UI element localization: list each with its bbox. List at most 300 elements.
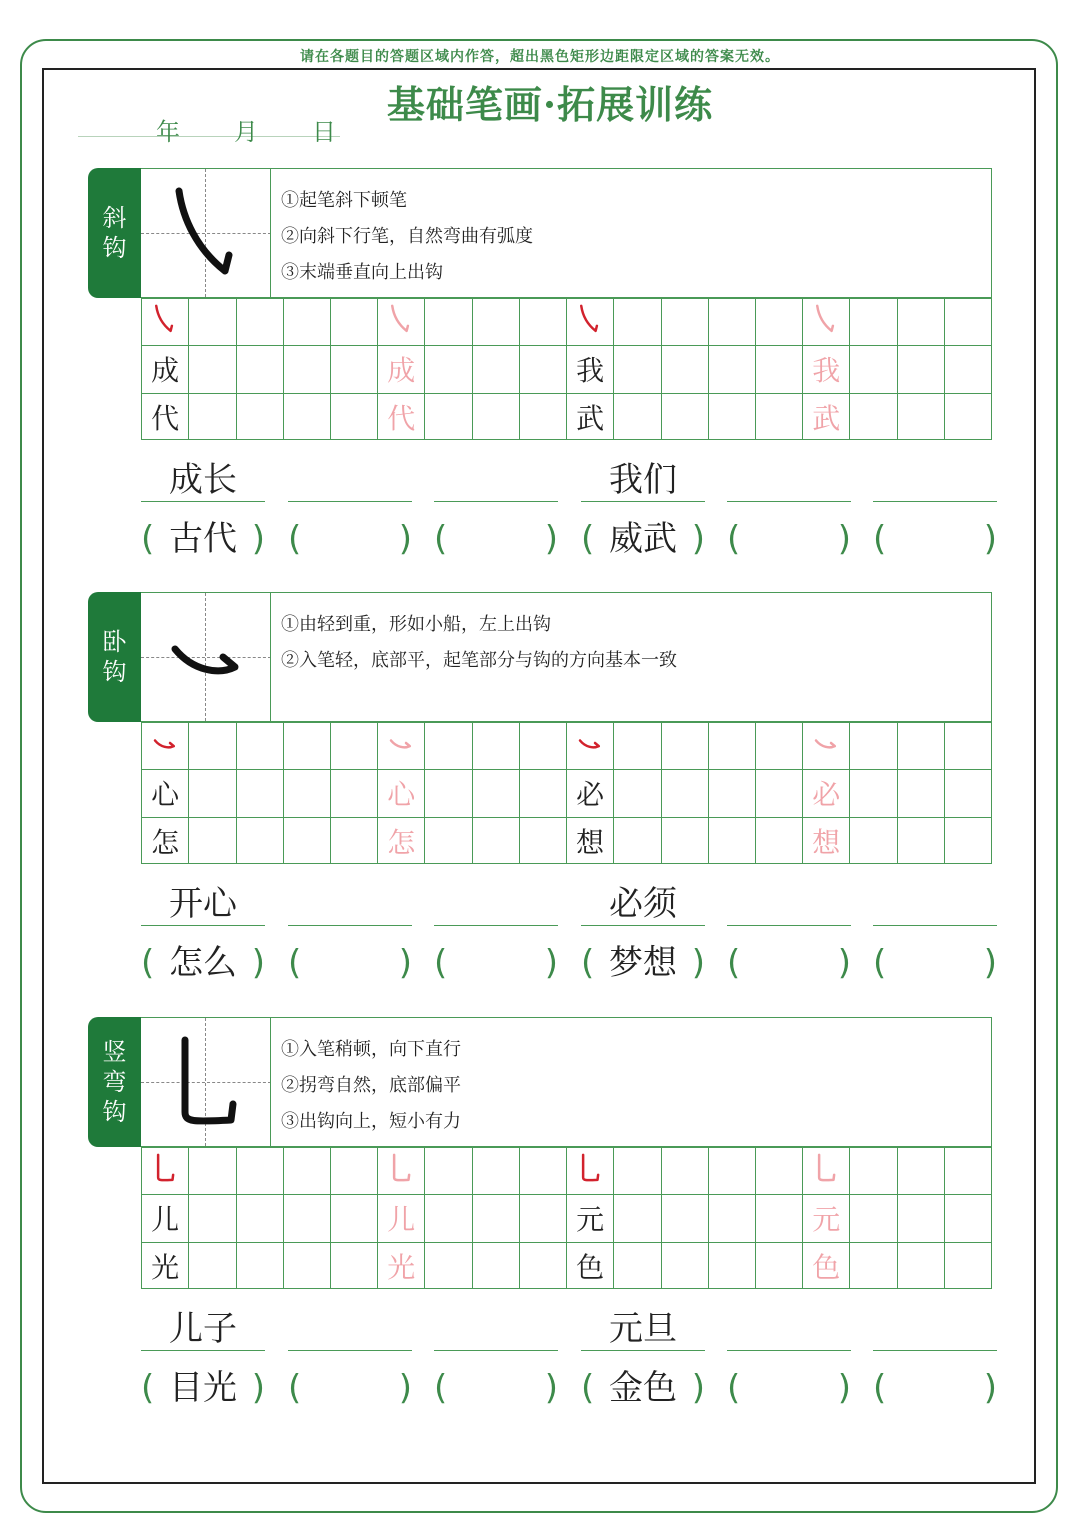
open-paren: ( xyxy=(141,943,155,983)
practice-cell[interactable] xyxy=(189,298,236,345)
practice-cell[interactable] xyxy=(284,817,331,864)
word-write-line[interactable] xyxy=(727,882,851,926)
practice-cell[interactable] xyxy=(473,393,520,440)
practice-cell[interactable] xyxy=(236,817,283,864)
stroke-step: ②向斜下行笔，自然弯曲有弧度 xyxy=(281,226,533,247)
practice-cell[interactable] xyxy=(425,393,472,440)
practice-cell[interactable] xyxy=(898,345,945,392)
trace-character: 我 xyxy=(812,354,841,388)
paren-answer-box[interactable] xyxy=(873,514,997,564)
practice-cell[interactable] xyxy=(945,817,992,864)
practice-cell[interactable] xyxy=(898,298,945,345)
word-write-line[interactable] xyxy=(141,458,265,502)
practice-cell[interactable] xyxy=(756,298,803,345)
practice-cell[interactable] xyxy=(850,298,897,345)
practice-cell[interactable] xyxy=(142,1242,189,1289)
practice-cell[interactable] xyxy=(756,817,803,864)
paren-word: 金色 xyxy=(609,1368,677,1408)
xiegou-stroke-icon xyxy=(811,304,841,341)
practice-grid xyxy=(141,298,992,440)
practice-cell[interactable] xyxy=(803,769,850,816)
word-example: 元旦 xyxy=(609,1309,677,1349)
practice-cell[interactable] xyxy=(425,1242,472,1289)
practice-cell[interactable] xyxy=(236,298,283,345)
stroke-steps xyxy=(270,1017,992,1147)
practice-cell[interactable] xyxy=(850,817,897,864)
xiegou-stroke-icon xyxy=(386,304,416,341)
open-paren: ( xyxy=(141,1368,155,1408)
close-paren: ) xyxy=(983,1368,997,1408)
practice-cell[interactable] xyxy=(284,345,331,392)
practice-cell[interactable] xyxy=(236,393,283,440)
practice-cell[interactable] xyxy=(189,1242,236,1289)
practice-cell[interactable] xyxy=(803,393,850,440)
practice-cell[interactable] xyxy=(473,817,520,864)
paren-answer-box[interactable] xyxy=(581,1363,705,1413)
practice-cell[interactable] xyxy=(945,393,992,440)
trace-character: 成 xyxy=(387,354,416,388)
practice-cell[interactable] xyxy=(520,393,567,440)
paren-answer-box[interactable] xyxy=(727,1363,851,1413)
word-write-line[interactable] xyxy=(141,882,265,926)
practice-cell[interactable] xyxy=(236,345,283,392)
practice-cell[interactable] xyxy=(850,1194,897,1241)
stroke-section xyxy=(0,1017,1080,1441)
xiegou-stroke-icon xyxy=(169,183,245,283)
practice-cell[interactable] xyxy=(803,722,850,769)
shuwangou-stroke-icon xyxy=(169,1032,245,1132)
close-paren: ) xyxy=(691,519,705,559)
practice-cell[interactable] xyxy=(850,345,897,392)
practice-cell[interactable] xyxy=(189,722,236,769)
practice-cell[interactable] xyxy=(378,722,425,769)
stroke-demo-box xyxy=(141,1017,271,1147)
paren-word: 威武 xyxy=(609,519,677,559)
wogou-stroke-icon xyxy=(386,728,416,765)
stroke-step: ②拐弯自然，底部偏平 xyxy=(281,1075,461,1096)
practice-cell[interactable] xyxy=(803,1147,850,1194)
practice-cell[interactable] xyxy=(850,769,897,816)
paren-answer-box[interactable] xyxy=(141,514,265,564)
model-character: 元 xyxy=(576,1203,605,1237)
practice-cell[interactable] xyxy=(756,393,803,440)
model-character: 怎 xyxy=(151,825,180,859)
word-write-line[interactable] xyxy=(873,458,997,502)
practice-cell[interactable] xyxy=(236,722,283,769)
practice-cell[interactable] xyxy=(945,1242,992,1289)
practice-cell[interactable] xyxy=(567,345,614,392)
practice-cell[interactable] xyxy=(284,722,331,769)
practice-cell[interactable] xyxy=(425,1147,472,1194)
practice-cell[interactable] xyxy=(709,722,756,769)
xiegou-stroke-icon xyxy=(575,304,605,341)
open-paren: ( xyxy=(581,943,595,983)
stroke-section xyxy=(0,592,1080,1016)
practice-cell[interactable] xyxy=(945,298,992,345)
practice-cell[interactable] xyxy=(378,769,425,816)
open-paren: ( xyxy=(434,943,448,983)
section-tab-char: 斜 xyxy=(102,204,127,232)
practice-cell[interactable] xyxy=(898,769,945,816)
model-character: 代 xyxy=(151,401,180,435)
open-paren: ( xyxy=(288,943,302,983)
practice-cell[interactable] xyxy=(473,1194,520,1241)
section-tab xyxy=(88,168,141,298)
model-character: 武 xyxy=(576,401,605,435)
word-write-line[interactable] xyxy=(581,458,705,502)
open-paren: ( xyxy=(288,519,302,559)
practice-cell[interactable] xyxy=(189,1194,236,1241)
practice-cell[interactable] xyxy=(709,1194,756,1241)
practice-cell[interactable] xyxy=(709,817,756,864)
practice-cell[interactable] xyxy=(803,817,850,864)
practice-cell[interactable] xyxy=(425,1194,472,1241)
practice-cell[interactable] xyxy=(331,722,378,769)
stroke-section xyxy=(0,168,1080,592)
close-paren: ) xyxy=(398,1368,412,1408)
practice-cell[interactable] xyxy=(567,393,614,440)
practice-cell[interactable] xyxy=(284,1194,331,1241)
paren-answer-box[interactable] xyxy=(288,938,412,988)
practice-cell[interactable] xyxy=(284,1242,331,1289)
paren-answer-box[interactable] xyxy=(434,1363,558,1413)
practice-cell[interactable] xyxy=(331,1147,378,1194)
close-paren: ) xyxy=(398,519,412,559)
practice-cell[interactable] xyxy=(803,298,850,345)
stroke-demo-box xyxy=(141,592,271,722)
shuwangou-stroke-icon xyxy=(386,1153,416,1190)
practice-cell[interactable] xyxy=(189,345,236,392)
practice-cell[interactable] xyxy=(567,298,614,345)
practice-cell[interactable] xyxy=(425,298,472,345)
paren-answer-box[interactable] xyxy=(581,938,705,988)
practice-cell[interactable] xyxy=(142,1147,189,1194)
paren-answer-box[interactable] xyxy=(141,938,265,988)
practice-cell[interactable] xyxy=(284,298,331,345)
practice-cell[interactable] xyxy=(945,345,992,392)
practice-cell[interactable] xyxy=(850,722,897,769)
close-paren: ) xyxy=(837,519,851,559)
practice-cell[interactable] xyxy=(661,722,708,769)
practice-cell[interactable] xyxy=(378,393,425,440)
trace-character: 光 xyxy=(387,1250,416,1284)
close-paren: ) xyxy=(691,943,705,983)
practice-cell[interactable] xyxy=(850,393,897,440)
close-paren: ) xyxy=(251,943,265,983)
stroke-step: ①由轻到重，形如小船，左上出钩 xyxy=(281,614,551,635)
practice-cell[interactable] xyxy=(142,393,189,440)
date-line xyxy=(78,136,340,137)
stroke-step: ①入笔稍顿，向下直行 xyxy=(281,1039,461,1060)
word-write-line[interactable] xyxy=(581,1307,705,1351)
model-character: 儿 xyxy=(151,1203,180,1237)
practice-cell[interactable] xyxy=(614,769,661,816)
close-paren: ) xyxy=(544,519,558,559)
practice-cell[interactable] xyxy=(614,1242,661,1289)
practice-cell[interactable] xyxy=(898,1194,945,1241)
practice-cell[interactable] xyxy=(661,817,708,864)
practice-cell[interactable] xyxy=(331,393,378,440)
practice-cell[interactable] xyxy=(661,393,708,440)
trace-character: 心 xyxy=(387,778,416,812)
practice-cell[interactable] xyxy=(945,769,992,816)
stroke-steps xyxy=(270,168,992,298)
practice-cell[interactable] xyxy=(614,817,661,864)
practice-cell[interactable] xyxy=(378,298,425,345)
practice-cell[interactable] xyxy=(473,345,520,392)
shuwangou-stroke-icon xyxy=(575,1153,605,1190)
practice-cell[interactable] xyxy=(378,1147,425,1194)
practice-cell[interactable] xyxy=(803,1242,850,1289)
practice-cell[interactable] xyxy=(898,817,945,864)
close-paren: ) xyxy=(251,519,265,559)
trace-character: 代 xyxy=(387,401,416,435)
practice-cell[interactable] xyxy=(803,345,850,392)
word-write-line[interactable] xyxy=(288,458,412,502)
practice-cell[interactable] xyxy=(425,769,472,816)
practice-cell[interactable] xyxy=(898,393,945,440)
practice-cell[interactable] xyxy=(520,345,567,392)
paren-answer-box[interactable] xyxy=(727,938,851,988)
model-character: 光 xyxy=(151,1250,180,1284)
practice-cell[interactable] xyxy=(378,1242,425,1289)
word-write-line[interactable] xyxy=(581,882,705,926)
model-character: 想 xyxy=(576,825,605,859)
word-write-line[interactable] xyxy=(727,458,851,502)
date-year-label: 年 xyxy=(156,118,180,146)
close-paren: ) xyxy=(983,943,997,983)
paren-word: 怎么 xyxy=(169,943,237,983)
practice-cell[interactable] xyxy=(520,1147,567,1194)
open-paren: ( xyxy=(288,1368,302,1408)
practice-grid xyxy=(141,722,992,864)
practice-grid xyxy=(141,1147,992,1289)
practice-cell[interactable] xyxy=(520,1242,567,1289)
practice-cell[interactable] xyxy=(236,1242,283,1289)
open-paren: ( xyxy=(727,519,741,559)
practice-cell[interactable] xyxy=(331,1242,378,1289)
practice-cell[interactable] xyxy=(898,1242,945,1289)
paren-word: 目光 xyxy=(169,1368,237,1408)
practice-cell[interactable] xyxy=(756,769,803,816)
practice-cell[interactable] xyxy=(331,298,378,345)
model-character: 成 xyxy=(151,354,180,388)
practice-cell[interactable] xyxy=(709,345,756,392)
paren-answer-box[interactable] xyxy=(434,514,558,564)
practice-cell[interactable] xyxy=(945,722,992,769)
practice-cell[interactable] xyxy=(898,1147,945,1194)
practice-cell[interactable] xyxy=(425,817,472,864)
paren-answer-box[interactable] xyxy=(727,514,851,564)
paren-answer-box[interactable] xyxy=(288,1363,412,1413)
practice-cell[interactable] xyxy=(709,298,756,345)
practice-cell[interactable] xyxy=(520,817,567,864)
shuwangou-stroke-icon xyxy=(811,1153,841,1190)
word-write-line[interactable] xyxy=(873,1307,997,1351)
model-character: 色 xyxy=(576,1250,605,1284)
practice-cell[interactable] xyxy=(142,298,189,345)
practice-cell[interactable] xyxy=(945,1194,992,1241)
practice-cell[interactable] xyxy=(945,1147,992,1194)
practice-cell[interactable] xyxy=(661,1194,708,1241)
open-paren: ( xyxy=(727,1368,741,1408)
practice-cell[interactable] xyxy=(236,1194,283,1241)
practice-cell[interactable] xyxy=(520,769,567,816)
date-month-label: 月 xyxy=(234,118,258,146)
practice-cell[interactable] xyxy=(567,1147,614,1194)
practice-cell[interactable] xyxy=(756,345,803,392)
practice-cell[interactable] xyxy=(709,393,756,440)
practice-cell[interactable] xyxy=(331,769,378,816)
practice-cell[interactable] xyxy=(803,1194,850,1241)
practice-cell[interactable] xyxy=(284,1147,331,1194)
practice-cell[interactable] xyxy=(189,769,236,816)
practice-cell[interactable] xyxy=(614,1147,661,1194)
practice-cell[interactable] xyxy=(850,1242,897,1289)
practice-cell[interactable] xyxy=(567,1242,614,1289)
practice-cell[interactable] xyxy=(473,298,520,345)
open-paren: ( xyxy=(434,519,448,559)
practice-cell[interactable] xyxy=(520,298,567,345)
trace-character: 想 xyxy=(812,825,841,859)
open-paren: ( xyxy=(873,1368,887,1408)
section-tab-char: 竖 xyxy=(102,1038,127,1066)
practice-cell[interactable] xyxy=(567,817,614,864)
word-example: 我们 xyxy=(609,460,677,500)
practice-cell[interactable] xyxy=(614,345,661,392)
practice-cell[interactable] xyxy=(709,769,756,816)
practice-cell[interactable] xyxy=(331,817,378,864)
practice-cell[interactable] xyxy=(661,1242,708,1289)
paren-answer-box[interactable] xyxy=(434,938,558,988)
practice-cell[interactable] xyxy=(661,298,708,345)
practice-cell[interactable] xyxy=(378,817,425,864)
practice-cell[interactable] xyxy=(473,1242,520,1289)
stroke-steps xyxy=(270,592,992,722)
model-character: 必 xyxy=(576,778,605,812)
practice-cell[interactable] xyxy=(284,769,331,816)
word-write-line[interactable] xyxy=(873,882,997,926)
practice-cell[interactable] xyxy=(614,393,661,440)
stroke-demo-box xyxy=(141,168,271,298)
close-paren: ) xyxy=(544,943,558,983)
stroke-step: ①起笔斜下顿笔 xyxy=(281,190,407,211)
word-write-line[interactable] xyxy=(434,1307,558,1351)
practice-cell[interactable] xyxy=(898,722,945,769)
paren-answer-box[interactable] xyxy=(141,1363,265,1413)
open-paren: ( xyxy=(581,1368,595,1408)
close-paren: ) xyxy=(837,1368,851,1408)
close-paren: ) xyxy=(398,943,412,983)
practice-cell[interactable] xyxy=(520,1194,567,1241)
practice-cell[interactable] xyxy=(567,1194,614,1241)
shuwangou-stroke-icon xyxy=(150,1153,180,1190)
practice-cell[interactable] xyxy=(236,769,283,816)
section-tab-char: 卧 xyxy=(102,628,127,656)
practice-cell[interactable] xyxy=(756,1147,803,1194)
practice-cell[interactable] xyxy=(756,1242,803,1289)
paren-word: 梦想 xyxy=(609,943,677,983)
practice-cell[interactable] xyxy=(614,1194,661,1241)
practice-cell[interactable] xyxy=(756,1194,803,1241)
practice-cell[interactable] xyxy=(189,1147,236,1194)
paren-answer-box[interactable] xyxy=(288,514,412,564)
close-paren: ) xyxy=(837,943,851,983)
section-tab-char: 钩 xyxy=(102,658,127,686)
open-paren: ( xyxy=(873,943,887,983)
practice-cell[interactable] xyxy=(520,722,567,769)
word-write-line[interactable] xyxy=(727,1307,851,1351)
practice-cell[interactable] xyxy=(189,393,236,440)
paren-answer-box[interactable] xyxy=(873,938,997,988)
section-tab-char: 钩 xyxy=(102,1098,127,1126)
practice-cell[interactable] xyxy=(709,1242,756,1289)
practice-cell[interactable] xyxy=(236,1147,283,1194)
practice-cell[interactable] xyxy=(142,769,189,816)
practice-cell[interactable] xyxy=(331,345,378,392)
practice-cell[interactable] xyxy=(378,345,425,392)
practice-cell[interactable] xyxy=(614,298,661,345)
practice-cell[interactable] xyxy=(425,722,472,769)
practice-cell[interactable] xyxy=(709,1147,756,1194)
practice-cell[interactable] xyxy=(614,722,661,769)
word-write-line[interactable] xyxy=(141,1307,265,1351)
wogou-stroke-icon xyxy=(575,728,605,765)
practice-cell[interactable] xyxy=(850,1147,897,1194)
notice-text: 请在各题目的答题区域内作答，超出黑色矩形边距限定区域的答案无效。 xyxy=(300,49,780,65)
practice-cell[interactable] xyxy=(189,817,236,864)
practice-cell[interactable] xyxy=(142,1194,189,1241)
practice-cell[interactable] xyxy=(473,769,520,816)
trace-character: 必 xyxy=(812,778,841,812)
paren-answer-box[interactable] xyxy=(581,514,705,564)
practice-cell[interactable] xyxy=(567,722,614,769)
trace-character: 元 xyxy=(812,1203,841,1237)
word-write-line[interactable] xyxy=(288,882,412,926)
close-paren: ) xyxy=(251,1368,265,1408)
practice-cell[interactable] xyxy=(378,1194,425,1241)
word-write-line[interactable] xyxy=(434,458,558,502)
practice-cell[interactable] xyxy=(473,1147,520,1194)
practice-cell[interactable] xyxy=(142,817,189,864)
practice-cell[interactable] xyxy=(661,345,708,392)
close-paren: ) xyxy=(691,1368,705,1408)
paren-answer-box[interactable] xyxy=(873,1363,997,1413)
practice-cell[interactable] xyxy=(473,722,520,769)
practice-cell[interactable] xyxy=(284,393,331,440)
word-write-line[interactable] xyxy=(288,1307,412,1351)
practice-cell[interactable] xyxy=(756,722,803,769)
practice-cell[interactable] xyxy=(661,1147,708,1194)
practice-cell[interactable] xyxy=(661,769,708,816)
paren-word: 古代 xyxy=(169,519,237,559)
xiegou-stroke-icon xyxy=(150,304,180,341)
practice-cell[interactable] xyxy=(142,722,189,769)
stroke-step: ③末端垂直向上出钩 xyxy=(281,262,443,283)
wogou-stroke-icon xyxy=(169,607,245,707)
practice-cell[interactable] xyxy=(425,345,472,392)
word-write-line[interactable] xyxy=(434,882,558,926)
practice-cell[interactable] xyxy=(142,345,189,392)
practice-cell[interactable] xyxy=(331,1194,378,1241)
practice-cell[interactable] xyxy=(567,769,614,816)
section-tab-char: 钩 xyxy=(102,234,127,262)
section-tab xyxy=(88,1017,141,1147)
open-paren: ( xyxy=(727,943,741,983)
trace-character: 怎 xyxy=(387,825,416,859)
wogou-stroke-icon xyxy=(150,728,180,765)
close-paren: ) xyxy=(983,519,997,559)
